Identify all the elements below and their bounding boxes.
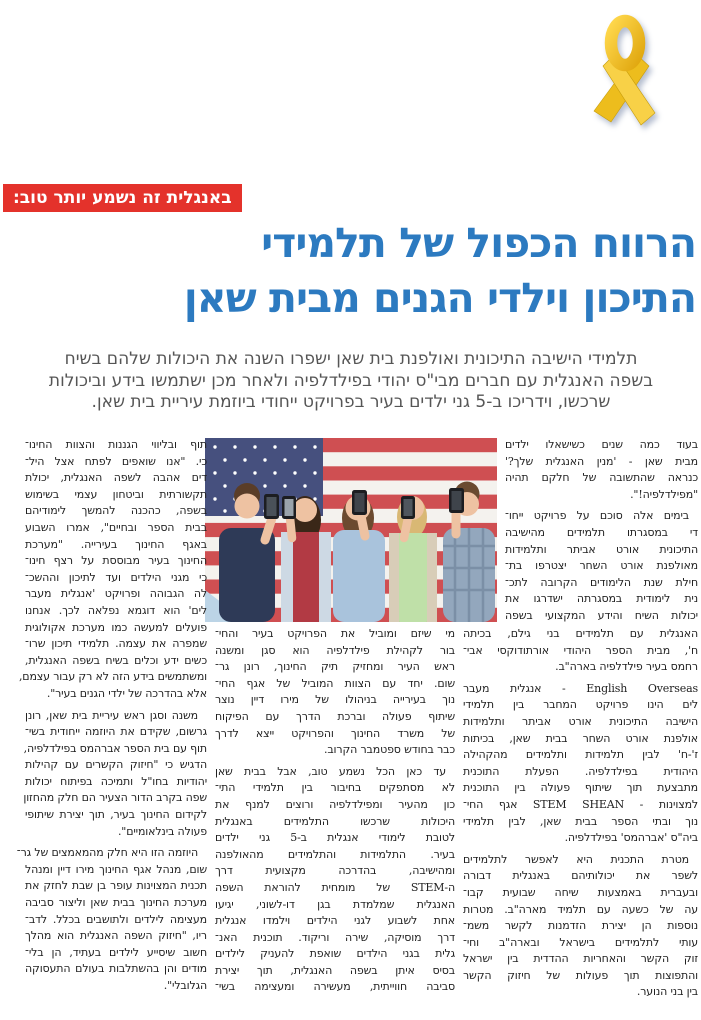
column-left (16, 437, 207, 1000)
article-line: ביה"ס 'אברהמס' בפילדלפיה. (564, 831, 698, 845)
headline-line-2: התיכון וילדי הגנים מבית שאן (183, 273, 696, 322)
article-line: די במסגרתו תלמידים מהישיבה (505, 525, 698, 539)
article-line: כבר בחודש ספטמבר הקרוב. (324, 743, 455, 757)
kicker-text: באנגלית זה נשמע יותר טוב: (3, 184, 242, 212)
article-line: בור לקהילת פילדלפיה הוא סגן ומשנה (215, 643, 455, 657)
article-line: שיתוף פעולה וברכת הדרך עם הפיקוח (215, 709, 455, 723)
standfirst-line: בשפה האנגלית עם חברים מבי"ס יהודי בפילדלפיה ולאחר מכן ישתמשו בידע וביכולות (48, 370, 654, 391)
article-line: לים' הוא דוגמא נפלאה לכך. אנחנו (25, 603, 207, 617)
article-line: מאולפנת אורט השחר יצטרפו בת־ (505, 559, 698, 573)
article-line: היכולות שרכשו התלמידים באנגלית (215, 814, 455, 828)
article-line: האנגלית שמלמדת בגן דו-לשוני, יגיעו (215, 897, 455, 911)
article-line: מבית שאן - 'מנין האנגלית שלך?' (505, 454, 698, 468)
yellow-ribbon-icon (586, 14, 666, 136)
article-line: כשים ידע וכלים בשיח בשפה האנגלית, (25, 653, 207, 667)
article-line: יכולות השיח והידע המקצועי בשפה (505, 608, 698, 622)
article-line: ריו, "חיזוק השפה האנגלית הוא מהלך (25, 929, 207, 943)
article-line: שמפרה את עצמה. תלמידי תיכון שרו־ (25, 637, 207, 651)
article-line: נוספות הן יצירת הזדמנות לקשר משמ־ (463, 919, 698, 933)
article-line: בשפה, כהכנה להמשך לימודיהם (25, 504, 207, 518)
article-line: בסיס איתן בשפה האנגלית, תוך יצירת (215, 963, 455, 977)
article-line: לא מסתפקים בחיבור בין תלמידי התי־ (215, 781, 455, 795)
article-line: התיכונית אורט אביתר ותלמידות (505, 542, 698, 556)
article-line: ח', מבית הספר היהודי אורתודוקסי אבי־ (463, 643, 698, 657)
article-line: "מפילדלפיה!". (630, 487, 698, 501)
article-line: יהודיות בחו"ל ותמיכה בפיתוח יכולות (25, 774, 207, 788)
article-line: לטובת לימודי אנגלית ב-5 גני ילדים (215, 831, 455, 845)
article-line: לים הינו פרויקט המחבר בין תלמידי (463, 698, 698, 712)
article-line: שום, מנהל אגף החינוך מירו דיין ומנהל (25, 862, 207, 876)
article-line: תוף ובליווי הגננות והצוות החינו־ (25, 438, 207, 451)
article-line: תקשורתית וביטחון עצמי בשימוש (25, 487, 207, 501)
standfirst-line: תלמידי הישיבה התיכונית ואולפנת בית שאן ישפרו השנה את היכולות שלהם בשיח (64, 349, 638, 369)
article-line: פעולה בינלאומיים". (117, 824, 207, 838)
article-line: תוף עם בית הספר אברהמס בפילדלפיה, (23, 741, 207, 755)
article-line: החינוך בעיר מבוססת על רצף חינו־ (25, 554, 207, 568)
article-line: אלא בהדרכה של ילדי הגנים בעיר". (46, 686, 207, 700)
article-line: דים אהבה לשפה האנגלית, יכולת (25, 471, 207, 485)
article-line: חילת שנת הלימודים הקרובה לתכ־ (505, 575, 698, 589)
article-line: סביבה חווייתית, מעשירה ומעצימה בשי־ (215, 980, 455, 994)
article-line: מודים והן בהשתלבות בעולם התעסוקה (25, 962, 207, 976)
kicker-banner (0, 184, 701, 212)
article-line: עד כאן הכל נשמע טוב, אבל בבית שאן (215, 764, 446, 778)
column-right-lower (463, 626, 698, 1006)
article-line: של משרד החינוך והפרויקט ייצא לדרך (215, 726, 455, 740)
article-line: כי מגני הילדים ועד לתיכון וההשכ־ (25, 570, 207, 584)
article-line: למצוינות - STEM SHEAN אגף החי־ (463, 797, 698, 811)
article-line: הישיבה התיכונית אורט אביתר ותלמידות (463, 714, 698, 728)
article-line: הגלובלי". (163, 979, 207, 992)
article-line: משנה וסגן ראש עיריית בית שאן, רונן (25, 708, 198, 722)
article-line: בבית הספר ובחיים", אמרו השבוע (25, 520, 207, 534)
standfirst-line: שרכשו, וידריכו ב-5 גני ילדים בעיר בפרויקט ייחודי ביוזמת עיריית בית שאן. (91, 392, 611, 412)
article-line: נית לימודית במסגרתה ישדרגו את (505, 592, 698, 606)
article-line: עותי לתלמידים בישראל ובארה"ב וחי־ (463, 935, 698, 949)
article-line: אחת לשבוע לגני הילדים וילמדו אנגלית (215, 914, 455, 928)
article-line: הדגיש כי "חיזוק הקשרים עם קהילות (25, 758, 207, 772)
article-line: ומשתמשים בידע הזה לא רק עבור עצמם, (18, 670, 207, 684)
article-line: בעיר. התלמידות והתלמידים מהאולפנה (215, 847, 455, 861)
article-line: מטרת התכנית היא לאפשר לתלמידים (463, 852, 689, 866)
article-line: נוך ובתי הספר בבית שאן, לבין תלמידי (463, 814, 698, 828)
article-line: תכנית המצוינות עופר בן שבת לחזק את (25, 879, 207, 893)
article-line: ז'-ח' לבין תלמידות ותלמידים מהקהילה (463, 748, 698, 762)
article-line: לקידום החינוך בעיר, תוך יצירת שיתופי (25, 808, 207, 822)
article-line: ה-STEM של מומחית להוראת השפה (215, 880, 455, 894)
headline (6, 216, 696, 325)
article-line: לשפר את יכולותיהם באנגלית דבורה (463, 869, 698, 883)
headline-line-1: הרווח הכפול של תלמידי (261, 219, 696, 267)
article-line: גלית בגני הילדים שואפת להעניק לילדים (215, 947, 455, 961)
article-line: מעצימה לילדים ולתושבים בכלל. לדב־ (25, 912, 207, 926)
column-middle (215, 626, 455, 996)
article-line: כון מהעיר ומפילדלפיה ורוצים למנף את (215, 797, 455, 811)
article-line: דרך מוסיקה, שירה וריקוד. תוכנית האנ־ (215, 930, 455, 944)
article-line: ובעברית באמצעות שיחה שבועית קבו־ (463, 885, 698, 899)
article-line: והתפוצות תוך פעולות של חיזוק הקשר (463, 968, 698, 982)
article-line: חשוב שיסייע לילדים בעתיד, הן בלי־ (25, 945, 207, 959)
article-line: מתבצעת תוך שיתוף פעולה בין התוכנית (463, 781, 698, 795)
article-photo (205, 438, 497, 622)
article-line: בין בני הנוער. (636, 985, 698, 999)
article-line: שפה בקרב הדור הצעיר הם חלק מהחזון (23, 791, 207, 805)
article-line: היוזמה הזו היא חלק מהמאמצים של גר־ (16, 846, 198, 860)
article-line: שום. יחד עם הצוות המוביל של אגף החי־ (215, 676, 455, 690)
article-line: בעוד כמה שנים כשישאלו ילדים (505, 438, 698, 451)
article-line: רחמס בעיר פילדלפיה בארה"ב. (555, 660, 698, 674)
article-line: כי. "אנו שואפים לפתח אצל היל־ (25, 454, 207, 468)
article-line: גרשום, שקידם את היוזמה ייחודית בשי־ (25, 725, 207, 739)
article-line: פועלים למעשה כמו מערכת אקולוגית (25, 620, 207, 634)
article-line: באגף החינוך בעירייה. "מערכת (25, 537, 207, 551)
article-line: נוך בעירייה בניהולו של מירו דיין נוצר (215, 693, 455, 707)
article-line: אולפנת אורט השחר בבית שאן, בכיתות (463, 731, 698, 745)
article-line: בימים אלה סוכם על פרויקט ייחו־ (505, 509, 689, 523)
article-line: לה הגבוהה ופרויקט 'אנגלית מעבר (25, 587, 207, 601)
article-line: ומהישיבה, בהדרכה מקצועית דרך (215, 864, 455, 878)
article-line: מערכת החינוך בבית שאן וליצור סביבה (25, 896, 207, 910)
article-line: מי שיזם ומוביל את הפרויקט בעיר והחי־ (215, 627, 455, 640)
article-line: עה של כשעה עם תלמיד מארה"ב. מטרות (463, 902, 698, 916)
standfirst (21, 349, 681, 414)
column-right-upper (505, 437, 698, 625)
article-line: היהודית בפילדלפיה. הפעלת התוכנית (463, 764, 698, 778)
article-line: כנראה שהתשובה של חלקם תהיה (505, 471, 698, 485)
article-line: English Overseas - אנגלית מעבר (463, 681, 698, 695)
article-line: זוק הקשר והאחריות ההדדית בין ישראל (463, 952, 698, 966)
article-line: ראש העיר ומחזיק תיק החינוך, רונן גר־ (215, 660, 455, 674)
article-line: האנגלית עם תלמידים בני גילם, בכיתה (463, 627, 698, 640)
